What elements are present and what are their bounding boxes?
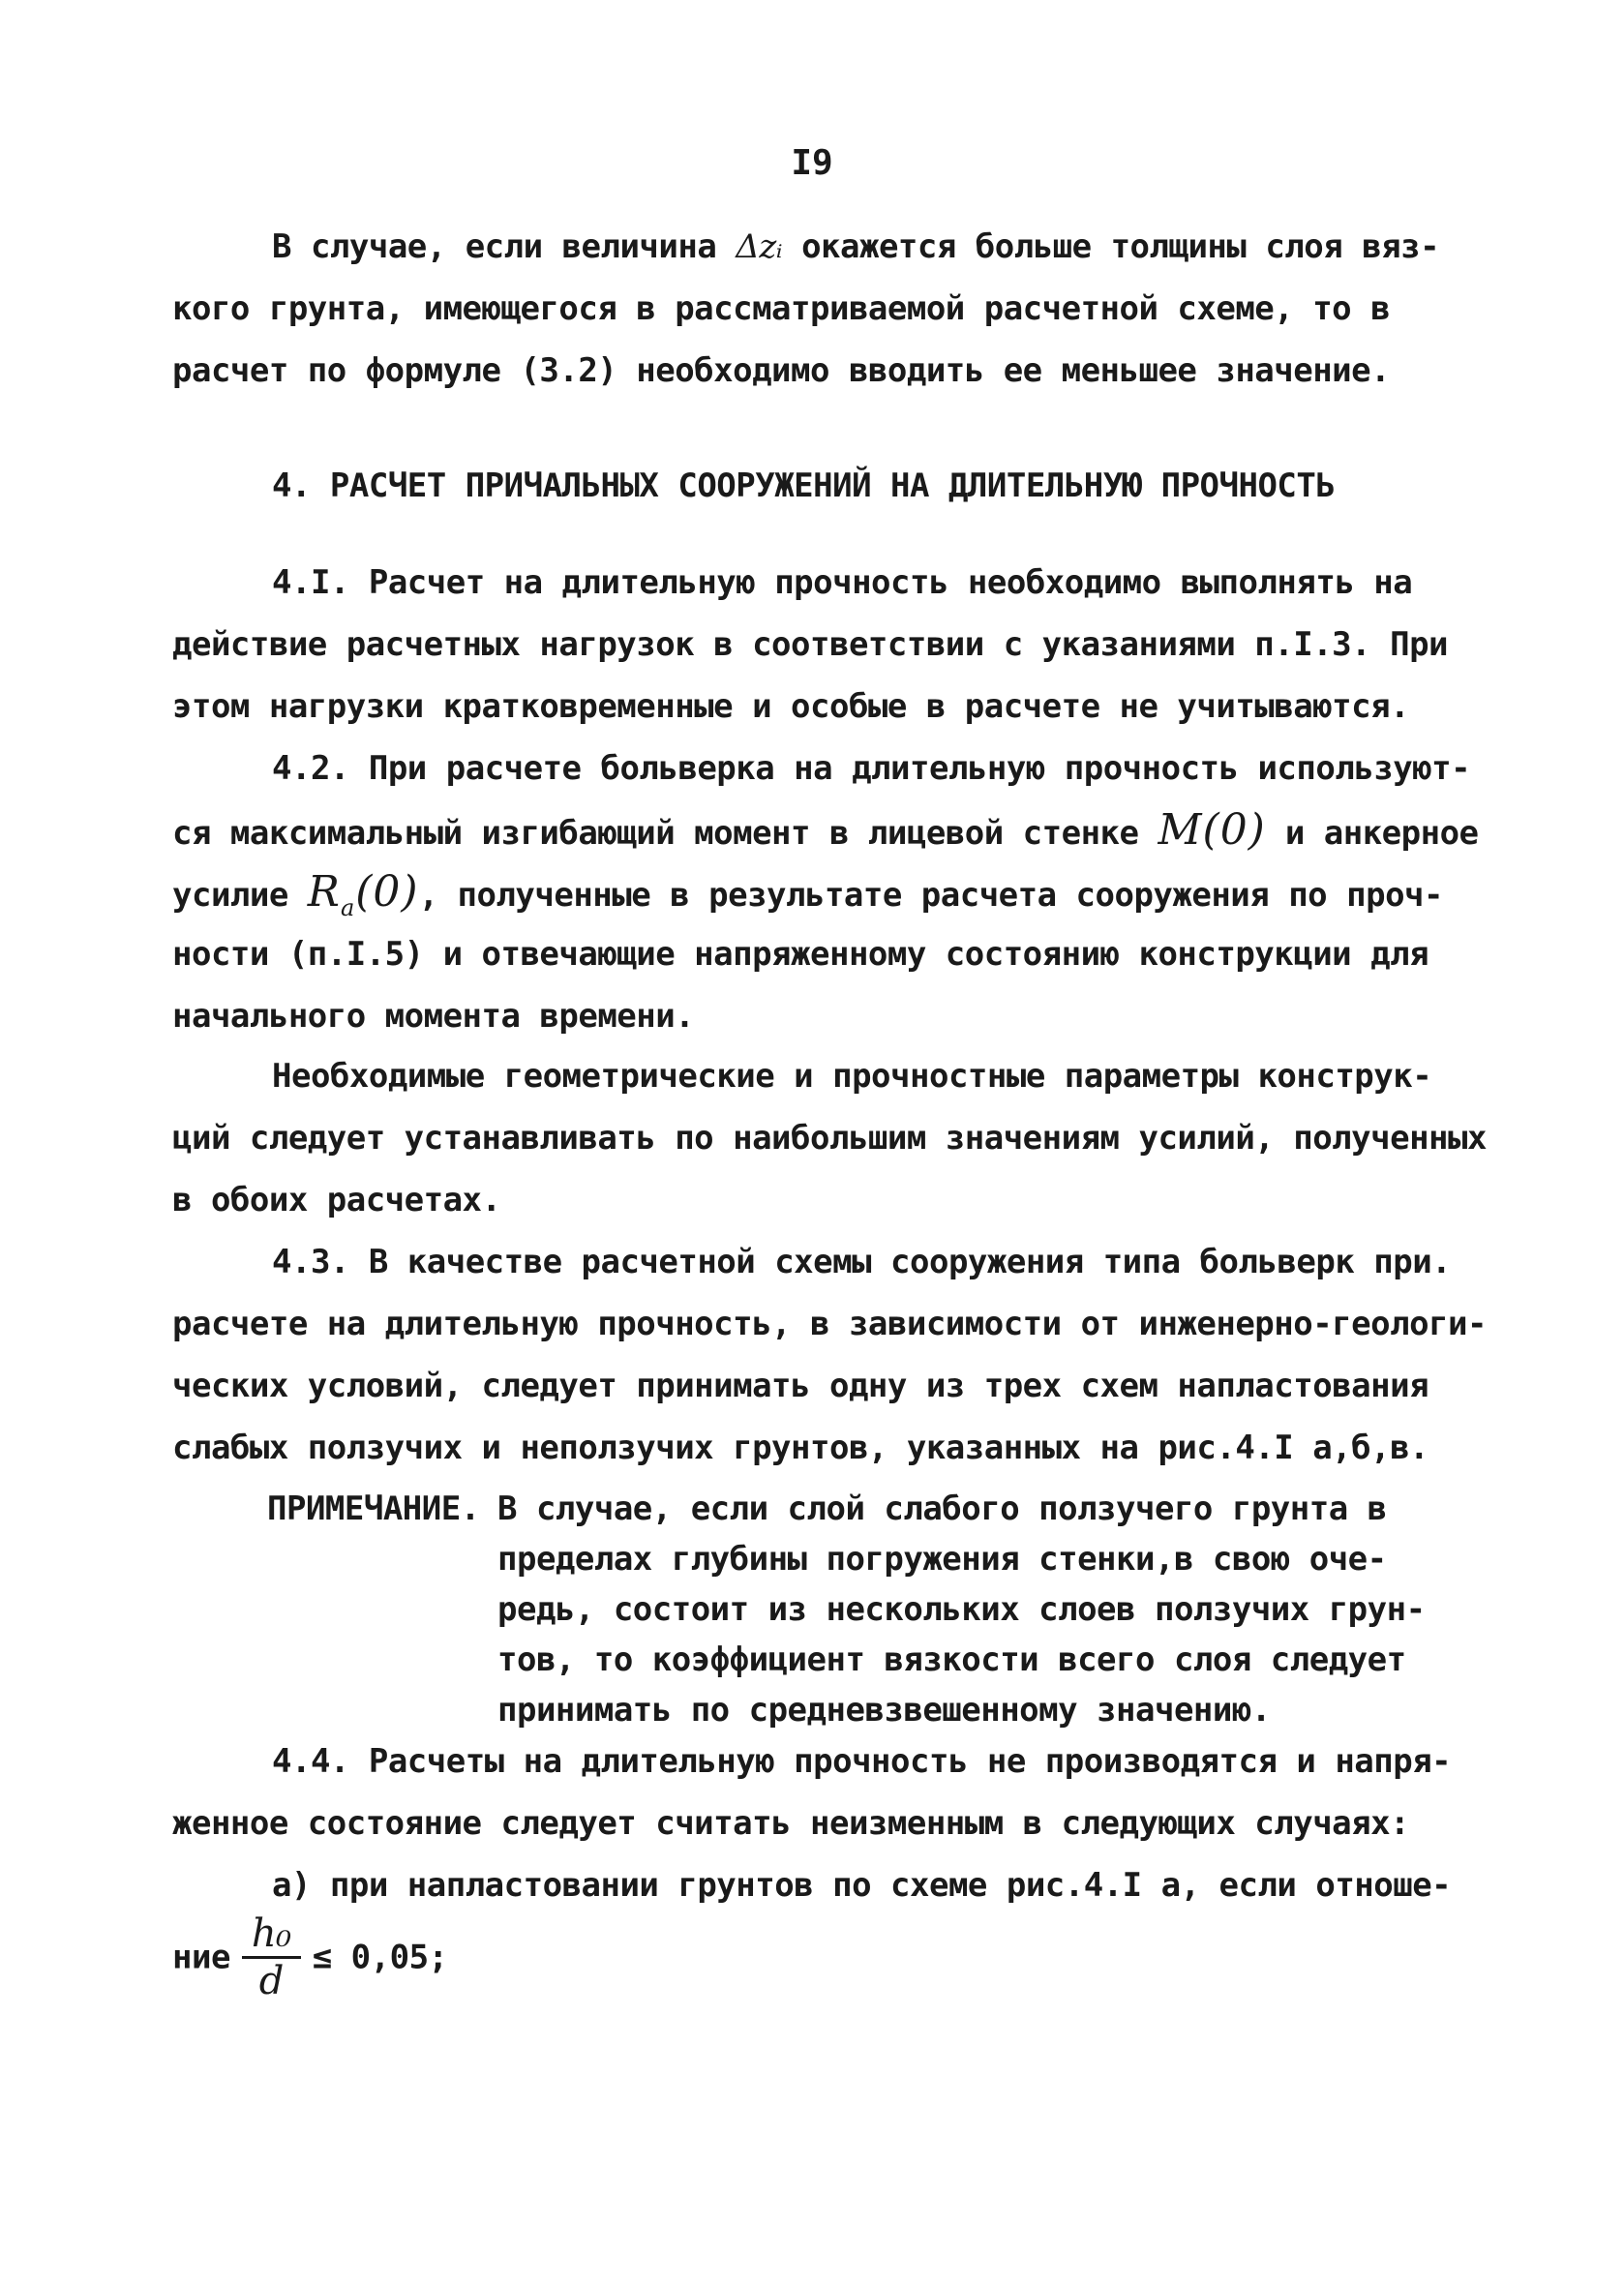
p44-line-1: 4.4. Расчеты на длительную прочность не производятся и напря-	[272, 1742, 1452, 1781]
ratio-limit: ≤ 0,05;	[312, 1938, 448, 1977]
section-heading: 4. РАСЧЕТ ПРИЧАЛЬНЫХ СООРУЖЕНИЙ НА ДЛИТЕЛЬНУЮ ПРОЧНОСТЬ	[272, 466, 1336, 505]
moment-symbol: M(0)	[1158, 805, 1266, 855]
note-line: В случае, если слой слабого ползучего грунта в	[497, 1490, 1387, 1528]
p42-line-4: ности (п.I.5) и отвечающие напряженному состоянию конструкции для	[172, 935, 1429, 974]
p42-line-2: ся максимальный изгибающий момент в лицевой стенке M(0) и анкерное	[172, 805, 1479, 855]
note-label: ПРИМЕЧАНИЕ.	[267, 1490, 480, 1528]
p41-line-3: этом нагрузки кратковременные и особые в расчете не учитываются.	[172, 687, 1410, 726]
p43-line-1: 4.3. В качестве расчетной схемы сооружения типа больверк при.	[272, 1243, 1452, 1281]
p42-line-1: 4.2. При расчете больверка на длительную прочность используют-	[272, 749, 1471, 788]
note-text	[497, 1484, 1426, 1735]
fraction-numerator: h₀	[242, 1911, 301, 1959]
fraction-denominator: d	[258, 1959, 284, 2003]
anchor-force-symbol: $R_a(0)$	[307, 867, 419, 921]
p44-line-2: женное состояние следует считать неизменным в следующих случаях:	[172, 1804, 1410, 1843]
delta-z-symbol: Δzᵢ	[736, 227, 783, 266]
page-number: I9	[791, 143, 833, 183]
pgeom-line-3: в обоих расчетах.	[172, 1181, 501, 1219]
ratio-prefix: ние	[172, 1938, 230, 1977]
paragraph-4-4	[172, 1730, 1469, 1916]
p43-line-2: расчете на длительную прочность, в зависимости от инженерно-геологи-	[172, 1305, 1487, 1343]
ratio-condition	[172, 1911, 1469, 2003]
note-line: редь, состоит из нескольких слоев ползучих грун-	[497, 1590, 1426, 1629]
p43-line-4: слабых ползучих и неползучих грунтов, указанных на рис.4.I а,б,в.	[172, 1429, 1429, 1467]
p42-line-3: усилие $R_a(0)$, полученные в результате расчета сооружения по проч-	[172, 867, 1443, 921]
note-block	[267, 1484, 1426, 1730]
p41-line-2: действие расчетных нагрузок в соответствии с указаниями п.I.3. При	[172, 625, 1449, 664]
intro-paragraph	[172, 216, 1469, 402]
paragraph-4-1	[172, 552, 1469, 737]
h0-over-d-fraction	[242, 1911, 301, 2003]
note-line: принимать по средневзвешенному значению.	[497, 1691, 1271, 1730]
paragraph-4-3	[172, 1231, 1487, 1479]
note-line: пределах глубины погружения стенки,в свою оче-	[497, 1540, 1387, 1579]
p43-line-3: ческих условий, следует принимать одну из трех схем напластования	[172, 1367, 1429, 1405]
p42-line-5: начального момента времени.	[172, 997, 695, 1036]
paragraph-parameters	[172, 1045, 1487, 1231]
intro-line-3: расчет по формуле (3.2) необходимо вводить ее меньшее значение.	[172, 351, 1391, 390]
pgeom-line-1: Необходимые геометрические и прочностные параметры конструк-	[272, 1057, 1432, 1096]
p44-line-3: а) при напластовании грунтов по схеме рис.4.I а, если отноше-	[272, 1866, 1452, 1905]
note-line: тов, то коэффициент вязкости всего слоя следует	[497, 1640, 1406, 1679]
pgeom-line-2: ций следует устанавливать по наибольшим значениям усилий, полученных	[172, 1119, 1487, 1158]
p41-line-1: 4.I. Расчет на длительную прочность необходимо выполнять на	[272, 563, 1413, 602]
intro-line-2: кого грунта, имеющегося в рассматриваемой расчетной схеме, то в	[172, 289, 1391, 328]
intro-line-1: В случае, если величина Δzᵢ окажется больше толщины слоя вяз-	[272, 227, 1440, 266]
paragraph-4-2	[172, 737, 1479, 1047]
